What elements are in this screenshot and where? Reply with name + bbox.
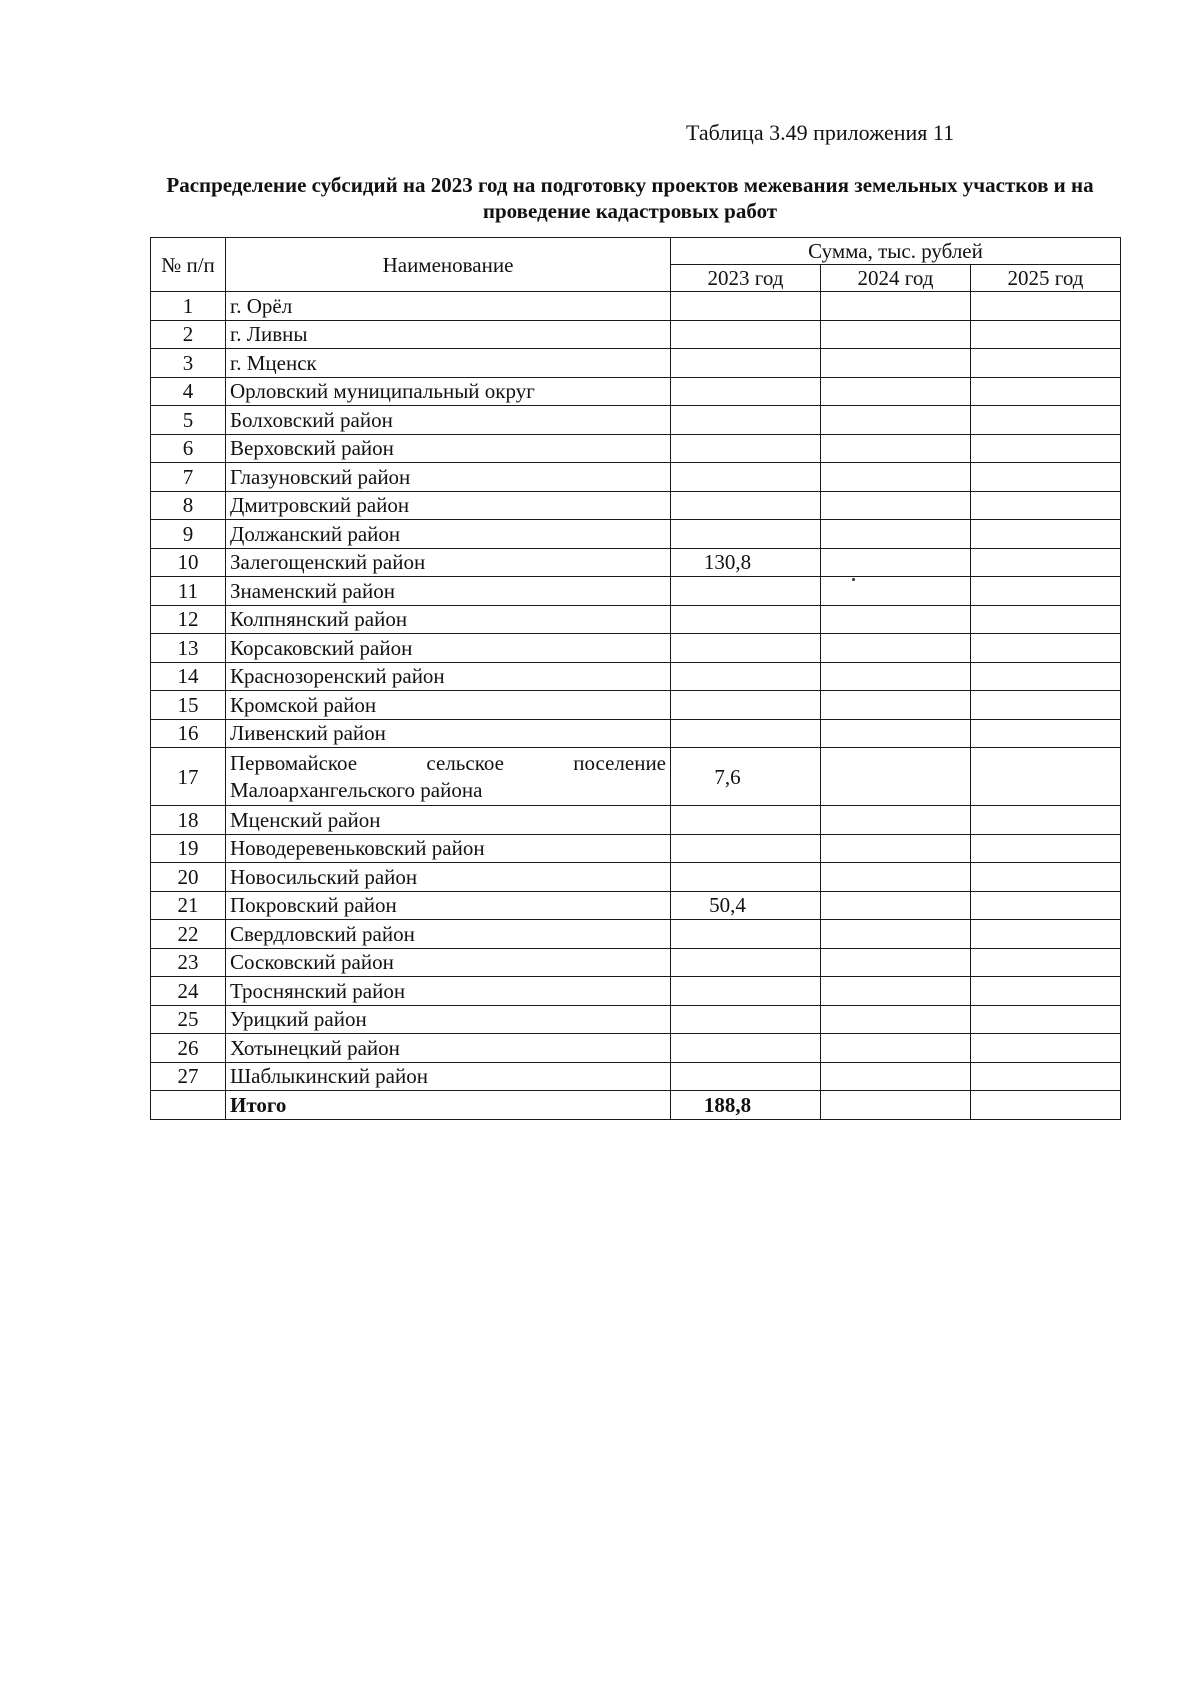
row-num: 22 xyxy=(151,920,226,949)
row-value-2023: 130,8 xyxy=(671,548,821,577)
header-year-2023: 2023 год xyxy=(671,265,821,292)
row-value-2023 xyxy=(671,320,821,349)
row-value-2025 xyxy=(971,719,1121,748)
row-name: Орловский муниципальный округ xyxy=(226,377,671,406)
row-value-2024 xyxy=(821,891,971,920)
row-value-2024 xyxy=(821,320,971,349)
row-num: 23 xyxy=(151,948,226,977)
row-value-2023 xyxy=(671,406,821,435)
row-value-2024 xyxy=(821,292,971,321)
row-name: г. Орёл xyxy=(226,292,671,321)
row-num: 9 xyxy=(151,520,226,549)
row-value-2025 xyxy=(971,891,1121,920)
row-value-2024 xyxy=(821,520,971,549)
table-row xyxy=(151,605,1121,634)
row-value-2023 xyxy=(671,491,821,520)
row-num: 27 xyxy=(151,1062,226,1091)
row-num: 4 xyxy=(151,377,226,406)
row-value-2025 xyxy=(971,1005,1121,1034)
row-num: 17 xyxy=(151,748,226,806)
table-total-row xyxy=(151,1091,1121,1120)
row-value-2023 xyxy=(671,634,821,663)
row-value-2023 xyxy=(671,691,821,720)
row-value-2025 xyxy=(971,463,1121,492)
row-num: 13 xyxy=(151,634,226,663)
row-value-2025 xyxy=(971,920,1121,949)
table-row xyxy=(151,634,1121,663)
row-num: 16 xyxy=(151,719,226,748)
row-value-2025 xyxy=(971,806,1121,835)
table-row xyxy=(151,377,1121,406)
row-value-2024 xyxy=(821,634,971,663)
row-value-2025 xyxy=(971,834,1121,863)
row-name: Покровский район xyxy=(226,891,671,920)
row-name: Кромской район xyxy=(226,691,671,720)
row-value-2023 xyxy=(671,719,821,748)
table-row xyxy=(151,320,1121,349)
table-row xyxy=(151,1062,1121,1091)
scan-speck xyxy=(852,578,855,581)
row-value-2024 xyxy=(821,349,971,378)
row-value-2023 xyxy=(671,577,821,606)
row-value-2024 xyxy=(821,662,971,691)
row-value-2024 xyxy=(821,691,971,720)
table-row xyxy=(151,748,1121,806)
table-row xyxy=(151,406,1121,435)
table-reference: Таблица 3.49 приложения 11 xyxy=(686,120,955,145)
header-year-2025: 2025 год xyxy=(971,265,1121,292)
subsidy-table xyxy=(150,237,1121,1120)
row-value-2025 xyxy=(971,1034,1121,1063)
table-row xyxy=(151,891,1121,920)
table-row xyxy=(151,977,1121,1006)
row-name: Урицкий район xyxy=(226,1005,671,1034)
row-value-2024 xyxy=(821,605,971,634)
row-name: г. Ливны xyxy=(226,320,671,349)
table-body xyxy=(151,292,1121,1120)
table-row xyxy=(151,548,1121,577)
row-value-2024 xyxy=(821,806,971,835)
table-row xyxy=(151,1005,1121,1034)
row-num: 25 xyxy=(151,1005,226,1034)
row-value-2025 xyxy=(971,520,1121,549)
row-value-2024 xyxy=(821,834,971,863)
row-name: Новодеревеньковский район xyxy=(226,834,671,863)
row-value-2024 xyxy=(821,1062,971,1091)
row-value-2023 xyxy=(671,977,821,1006)
row-value-2025 xyxy=(971,349,1121,378)
row-value-2024 xyxy=(821,406,971,435)
row-num: 12 xyxy=(151,605,226,634)
row-name: Первомайское сельское поселение Малоархангельского района xyxy=(226,748,671,806)
row-value-2025 xyxy=(971,977,1121,1006)
row-value-2023 xyxy=(671,834,821,863)
header-year-2024: 2024 год xyxy=(821,265,971,292)
row-value-2025 xyxy=(971,1062,1121,1091)
table-row xyxy=(151,662,1121,691)
row-name: Глазуновский район xyxy=(226,463,671,492)
table-row xyxy=(151,719,1121,748)
table-row xyxy=(151,349,1121,378)
row-num: 11 xyxy=(151,577,226,606)
header-name: Наименование xyxy=(226,238,671,292)
row-value-2024 xyxy=(821,463,971,492)
row-value-2025 xyxy=(971,434,1121,463)
row-value-2025 xyxy=(971,406,1121,435)
row-num: 20 xyxy=(151,863,226,892)
row-value-2025 xyxy=(971,948,1121,977)
table-row xyxy=(151,863,1121,892)
table-row xyxy=(151,691,1121,720)
table-row xyxy=(151,948,1121,977)
table-row xyxy=(151,520,1121,549)
row-value-2024 xyxy=(821,719,971,748)
row-num xyxy=(151,1091,226,1120)
table-row xyxy=(151,491,1121,520)
row-name: Корсаковский район xyxy=(226,634,671,663)
row-value-2024 xyxy=(821,577,971,606)
table-row xyxy=(151,292,1121,321)
row-value-2023 xyxy=(671,1005,821,1034)
table-header xyxy=(151,238,1121,292)
row-value-2025 xyxy=(971,863,1121,892)
row-value-2025 xyxy=(971,320,1121,349)
row-value-2023: 7,6 xyxy=(671,748,821,806)
row-num: 1 xyxy=(151,292,226,321)
row-value-2024 xyxy=(821,1091,971,1120)
row-value-2023 xyxy=(671,434,821,463)
row-value-2024 xyxy=(821,1034,971,1063)
row-name: Шаблыкинский район xyxy=(226,1062,671,1091)
row-value-2025 xyxy=(971,662,1121,691)
row-value-2025 xyxy=(971,1091,1121,1120)
row-num: 8 xyxy=(151,491,226,520)
row-value-2024 xyxy=(821,548,971,577)
row-value-2025 xyxy=(971,491,1121,520)
table-row xyxy=(151,920,1121,949)
table-row xyxy=(151,463,1121,492)
row-num: 26 xyxy=(151,1034,226,1063)
row-value-2023 xyxy=(671,520,821,549)
row-value-2025 xyxy=(971,577,1121,606)
row-value-2023 xyxy=(671,920,821,949)
row-num: 15 xyxy=(151,691,226,720)
row-name: Ливенский район xyxy=(226,719,671,748)
row-value-2023 xyxy=(671,292,821,321)
row-value-2023 xyxy=(671,349,821,378)
row-value-2025 xyxy=(971,634,1121,663)
row-num: 18 xyxy=(151,806,226,835)
row-name: Новосильский район xyxy=(226,863,671,892)
row-value-2023: 50,4 xyxy=(671,891,821,920)
header-num: № п/п xyxy=(151,238,226,292)
row-value-2025 xyxy=(971,292,1121,321)
row-num: 3 xyxy=(151,349,226,378)
row-name: Знаменский район xyxy=(226,577,671,606)
row-name: Залегощенский район xyxy=(226,548,671,577)
table-row xyxy=(151,1034,1121,1063)
row-value-2024 xyxy=(821,977,971,1006)
row-num: 19 xyxy=(151,834,226,863)
row-value-2023 xyxy=(671,806,821,835)
row-value-2023 xyxy=(671,1034,821,1063)
row-num: 24 xyxy=(151,977,226,1006)
row-num: 6 xyxy=(151,434,226,463)
row-value-2025 xyxy=(971,691,1121,720)
row-value-2023 xyxy=(671,463,821,492)
row-name: Хотынецкий район xyxy=(226,1034,671,1063)
row-value-2024 xyxy=(821,948,971,977)
row-value-2023 xyxy=(671,605,821,634)
row-name: Должанский район xyxy=(226,520,671,549)
table-row xyxy=(151,577,1121,606)
row-value-2024 xyxy=(821,748,971,806)
row-value-2024 xyxy=(821,863,971,892)
row-value-2025 xyxy=(971,605,1121,634)
row-value-2024 xyxy=(821,491,971,520)
row-value-2024 xyxy=(821,434,971,463)
row-value-2023 xyxy=(671,948,821,977)
row-name: Дмитровский район xyxy=(226,491,671,520)
row-value-2024 xyxy=(821,377,971,406)
row-num: 10 xyxy=(151,548,226,577)
row-name: Мценский район xyxy=(226,806,671,835)
row-value-2023: 188,8 xyxy=(671,1091,821,1120)
row-value-2023 xyxy=(671,863,821,892)
row-name: Краснозоренский район xyxy=(226,662,671,691)
table-row xyxy=(151,434,1121,463)
header-sum: Сумма, тыс. рублей xyxy=(671,238,1121,265)
row-name: Колпнянский район xyxy=(226,605,671,634)
row-value-2024 xyxy=(821,920,971,949)
row-name: Итого xyxy=(226,1091,671,1120)
row-value-2023 xyxy=(671,1062,821,1091)
row-name: Верховский район xyxy=(226,434,671,463)
row-value-2025 xyxy=(971,548,1121,577)
table-row xyxy=(151,834,1121,863)
row-value-2024 xyxy=(821,1005,971,1034)
row-name: Сосковский район xyxy=(226,948,671,977)
document-title: Распределение субсидий на 2023 год на подготовку проектов межевания земельных участков и на проведение кадастровых работ xyxy=(166,173,1094,223)
row-name: Болховский район xyxy=(226,406,671,435)
row-num: 14 xyxy=(151,662,226,691)
row-name: Свердловский район xyxy=(226,920,671,949)
row-num: 7 xyxy=(151,463,226,492)
row-name: Троснянский район xyxy=(226,977,671,1006)
table-row xyxy=(151,806,1121,835)
row-value-2025 xyxy=(971,377,1121,406)
row-num: 21 xyxy=(151,891,226,920)
row-value-2023 xyxy=(671,377,821,406)
row-name: г. Мценск xyxy=(226,349,671,378)
row-value-2025 xyxy=(971,748,1121,806)
row-num: 2 xyxy=(151,320,226,349)
row-value-2023 xyxy=(671,662,821,691)
row-num: 5 xyxy=(151,406,226,435)
